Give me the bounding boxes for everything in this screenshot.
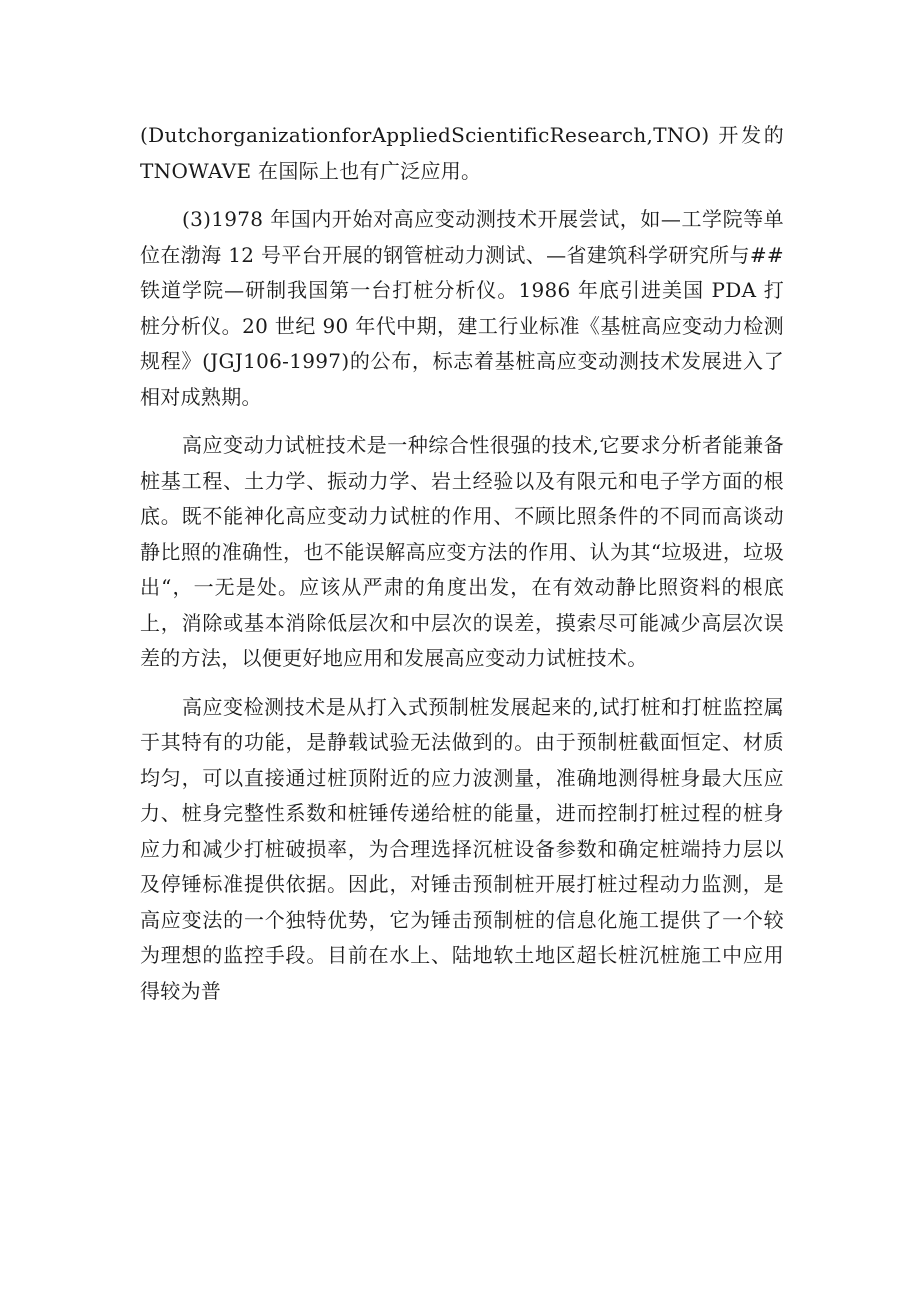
paragraph-4: 高应变检测技术是从打入式预制桩发展起来的,试打桩和打桩监控属于其特有的功能，是静载试验无法做到的。由于预制桩截面恒定、材质均匀，可以直接通过桩顶附近的应力波测量，准确地测得桩身最大压应力、桩身完整性系数和桩锤传递给桩的能量，进而控制打桩过程的桩身应力和减少打桩破损率，为合理选择沉桩设备参数和确定桩端持力层以及停锤标准提供依据。因此，对锤击预制桩开展打桩过程动力监测，是高应变法的一个独特优势，它为锤击预制桩的信息化施工提供了一个较为理想的监控手段。目前在水上、陆地软土地区超长桩沉桩施工中应用得较为普 [140,694,784,1003]
paragraph-2: (3)1978 年国内开始对高应变动测技术开展尝试，如—工学院等单位在渤海 12 号平台开展的钢管桩动力测试、—省建筑科学研究所与##铁道学院—研制我国第一台打桩分析仪。1986 年底引进美国 PDA 打桩分析仪。20 世纪 90 年代中期，建工行业标准《基桩高应变动力检测规程》(JGJ106-1997)的公布，标志着基桩高应变动测技术发展进入了相对成熟期。 [140,207,784,409]
paragraph-3: 高应变动力试桩技术是一种综合性很强的技术,它要求分析者能兼备桩基工程、土力学、振动力学、岩土经验以及有限元和电子学方面的根底。既不能神化高应变动力试桩的作用、不顾比照条件的不同而高谈动静比照的准确性，也不能误解高应变方法的作用、认为其“垃圾进，垃圾出“，一无是处。应该从严肃的角度出发，在有效动静比照资料的根底上，消除或基本消除低层次和中层次的误差，摸索尽可能减少高层次误差的方法，以便更好地应用和发展高应变动力试桩技术。 [140,433,784,670]
document-page [140,118,784,1022]
paragraph-1: (DutchorganizationforAppliedScientificResearch,TNO) 开发的 TNOWAVE 在国际上也有广泛应用。 [140,123,784,183]
